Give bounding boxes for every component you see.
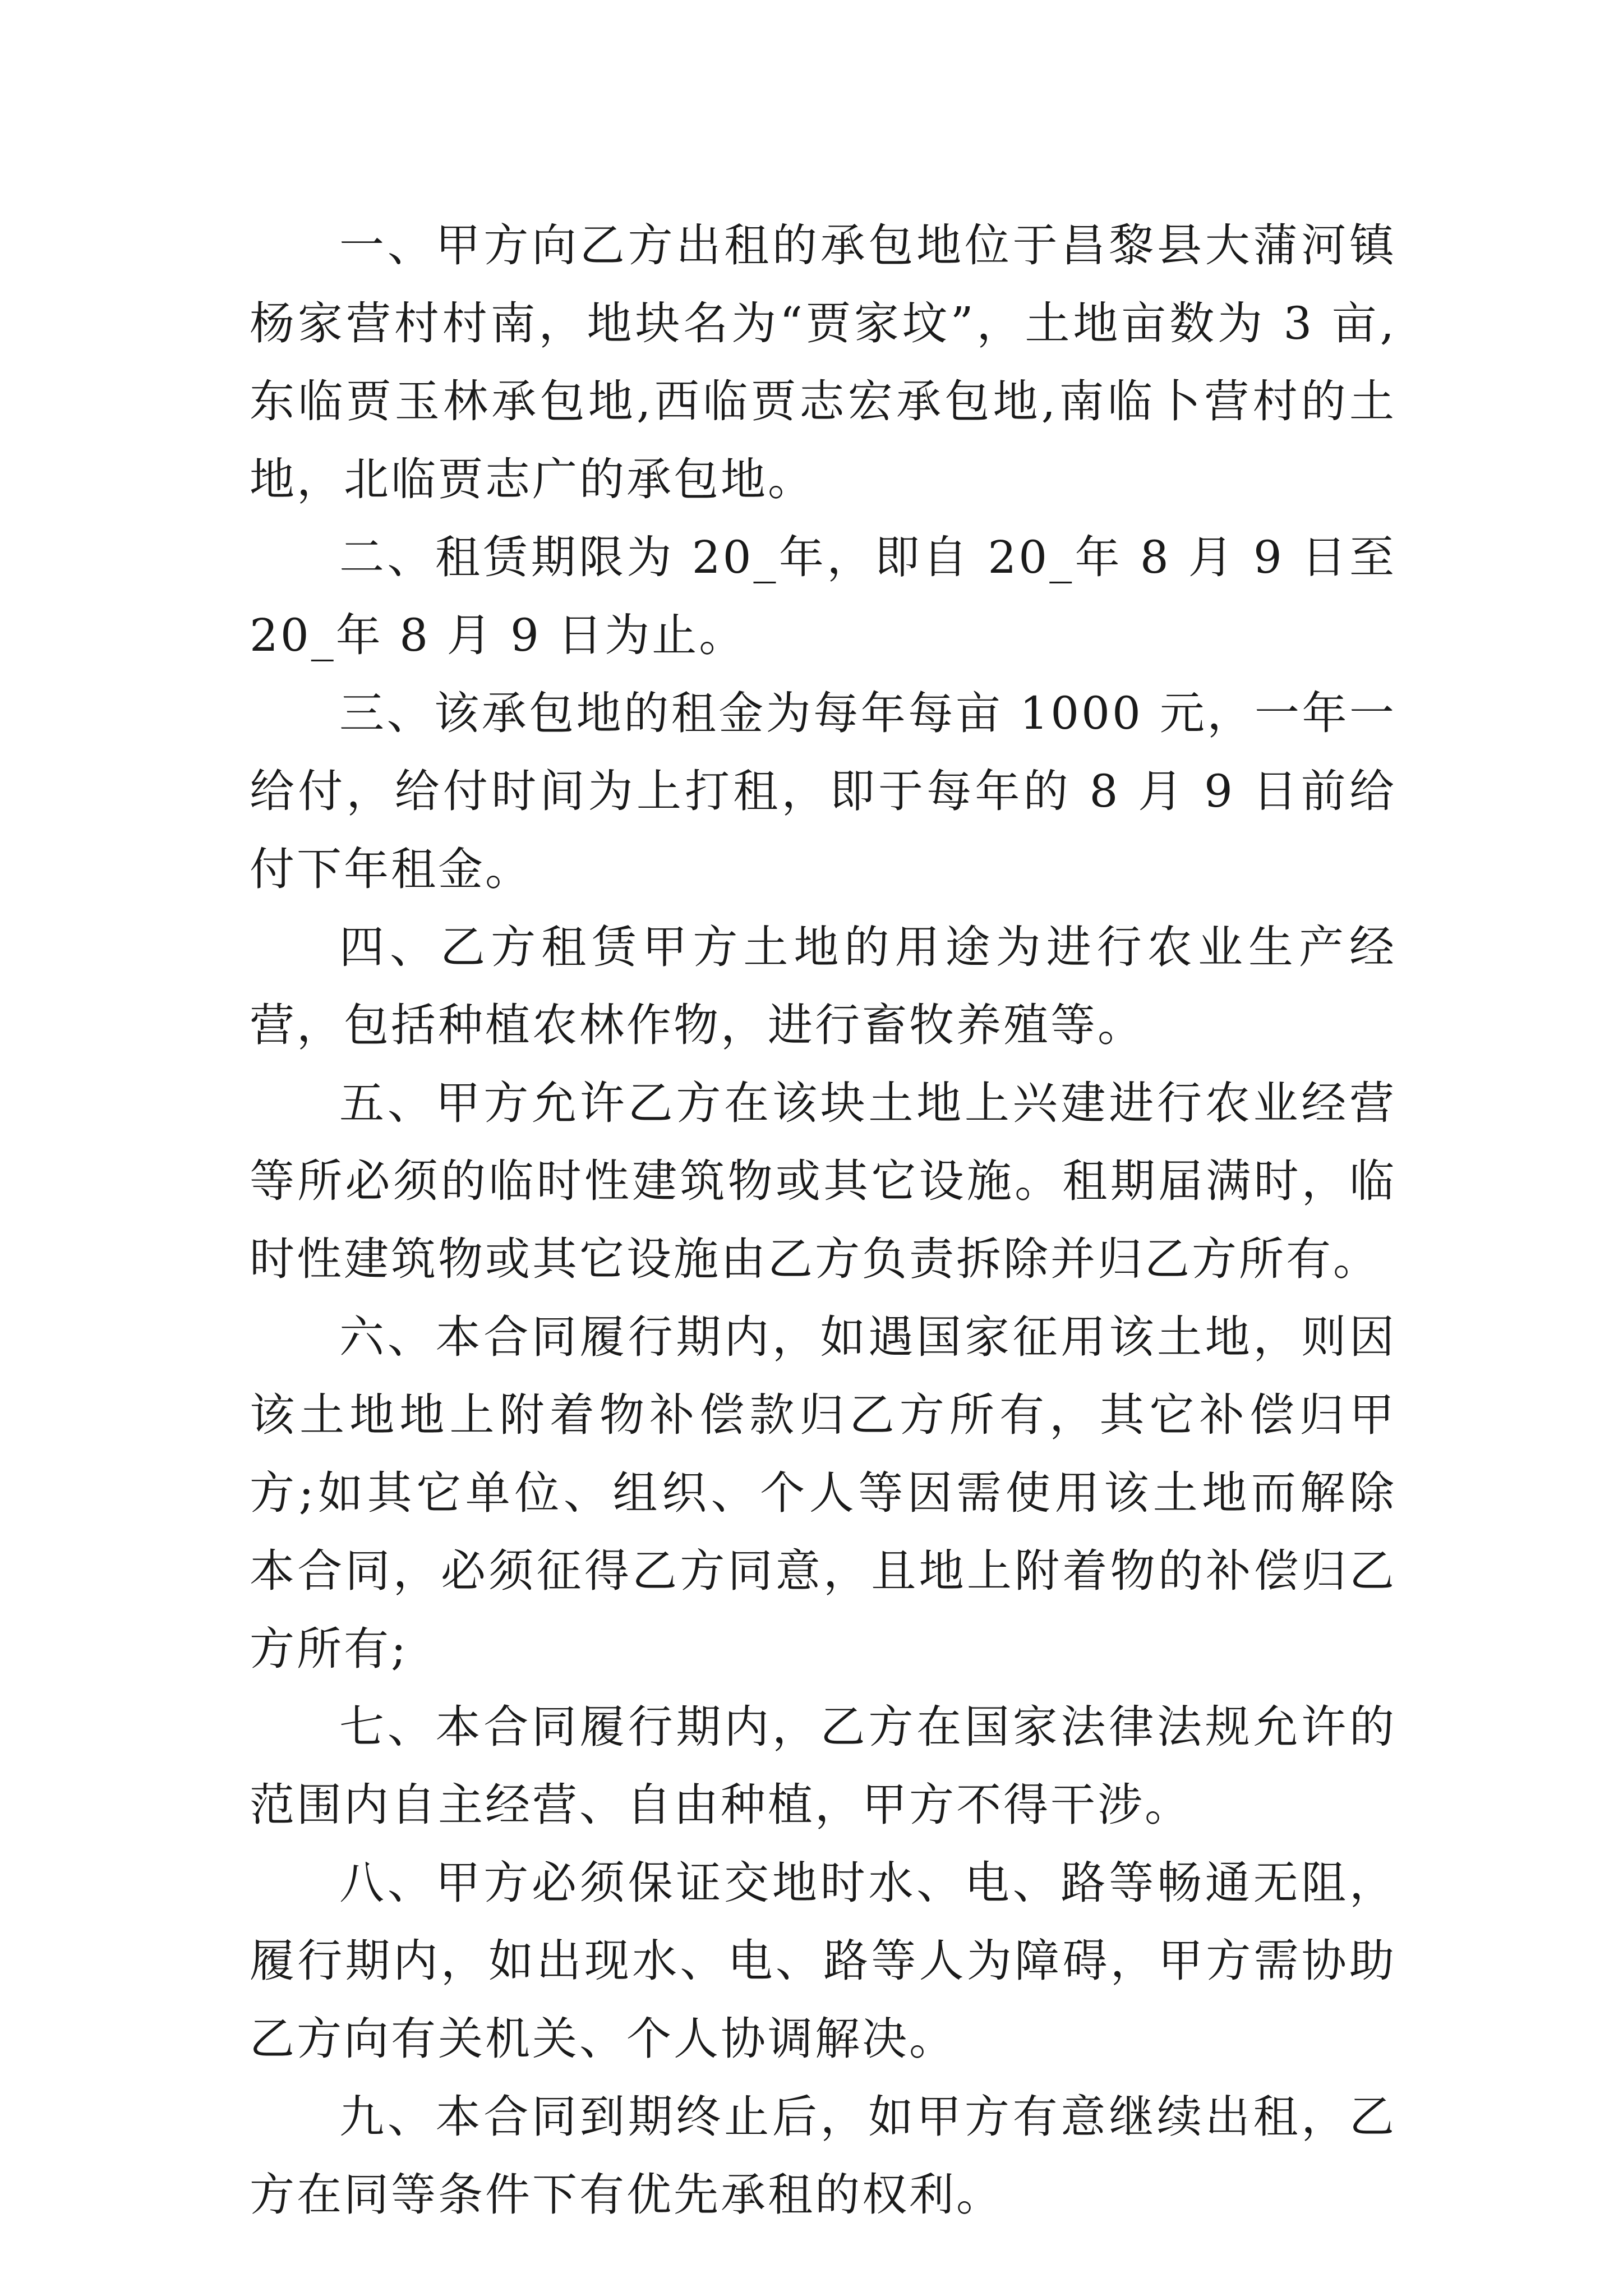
clause-3: 三、该承包地的租金为每年每亩 1000 元，一年一给付，给付时间为上打租，即于每年的 8 月 9 日前给付下年租金。	[250, 687, 1396, 895]
clause-5: 五、甲方允许乙方在该块土地上兴建进行农业经营等所必须的临时性建筑物或其它设施。租期届满时，临时性建筑物或其它设施由乙方负责拆除并归乙方所有。	[250, 1077, 1396, 1285]
clause-9: 九、本合同到期终止后，如甲方有意继续出租，乙方在同等条件下有优先承租的权利。	[250, 2091, 1396, 2221]
clause-6: 六、本合同履行期内，如遇国家征用该土地，则因该土地地上附着物补偿款归乙方所有，其它补偿归甲方;如其它单位、组织、个人等因需使用该土地而解除本合同，必须征得乙方同意，且地上附着物的补偿归乙方所有;	[250, 1311, 1396, 1675]
clause-1: 一、甲方向乙方出租的承包地位于昌黎县大蒲河镇杨家营村村南，地块名为“贾家坟”，土地亩数为 3 亩,东临贾玉林承包地,西临贾志宏承包地,南临卜营村的土地，北临贾志广的承包地。	[250, 219, 1396, 505]
clause-4: 四、乙方租赁甲方土地的用途为进行农业生产经营，包括种植农林作物，进行畜牧养殖等。	[250, 921, 1396, 1051]
clause-7: 七、本合同履行期内，乙方在国家法律法规允许的范围内自主经营、自由种植，甲方不得干涉。	[250, 1701, 1396, 1831]
clause-8: 八、甲方必须保证交地时水、电、路等畅通无阻，履行期内，如出现水、电、路等人为障碍，甲方需协助乙方向有关机关、个人协调解决。	[250, 1857, 1396, 2065]
contract-body	[250, 206, 1396, 2234]
clause-2: 二、租赁期限为 20_年，即自 20_年 8 月 9 日至 20_年 8 月 9 日为止。	[250, 531, 1396, 661]
